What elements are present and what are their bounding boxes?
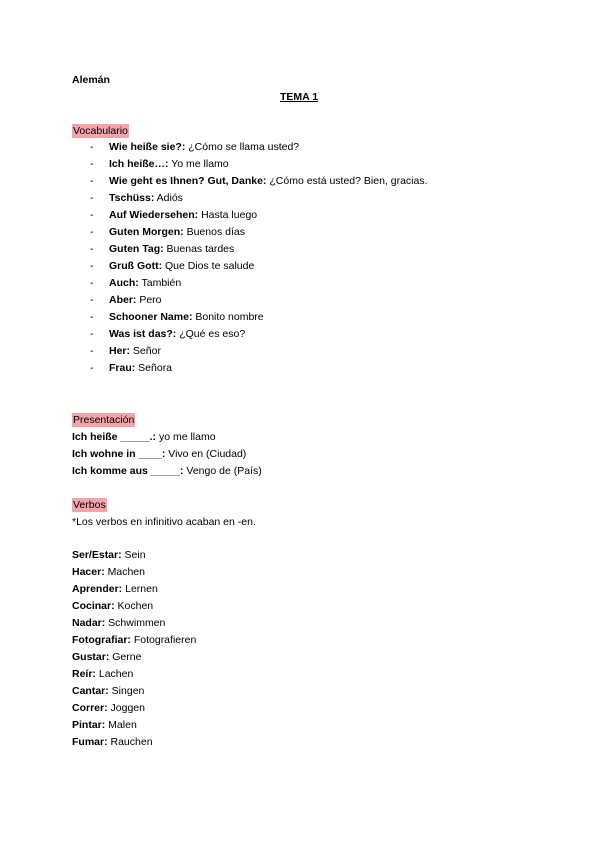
spanish-translation: Yo me llamo	[168, 158, 229, 170]
bullet-dash-icon: -	[90, 226, 94, 238]
spanish-translation: Adiós	[154, 192, 183, 204]
list-item-text	[109, 140, 299, 154]
spanish-translation: Que Dios te salude	[162, 260, 255, 272]
spanish-verb: Aprender:	[72, 583, 123, 595]
german-term: Guten Tag:	[109, 243, 164, 255]
bullet-dash-icon: -	[90, 209, 94, 221]
spanish-translation: Señora	[135, 362, 173, 374]
spanish-translation: Buenos días	[183, 226, 245, 238]
spanish-translation: Vivo en (Ciudad)	[165, 448, 247, 460]
german-phrase: Ich heiße _____.:	[72, 431, 157, 443]
bullet-dash-icon: -	[90, 141, 94, 153]
german-term: Ich heiße…:	[109, 158, 169, 170]
list-item	[72, 701, 196, 718]
german-term: Frau:	[109, 362, 136, 374]
spanish-translation: Señor	[130, 345, 161, 357]
german-term: Auf Wiedersehen:	[109, 209, 199, 221]
bullet-dash-icon: -	[90, 277, 94, 289]
bullet-dash-icon: -	[90, 260, 94, 272]
list-item-text	[109, 361, 172, 375]
spanish-verb: Pintar:	[72, 719, 106, 731]
german-verb: Singen	[108, 685, 145, 697]
german-term: Wie geht es Ihnen? Gut, Danke:	[109, 175, 267, 187]
german-term: Her:	[109, 345, 131, 357]
list-item	[72, 616, 196, 633]
spanish-translation: ¿Cómo está usted? Bien, gracias.	[266, 175, 428, 187]
spanish-translation: ¿Cómo se llama usted?	[185, 141, 300, 153]
german-term: Gruß Gott:	[109, 260, 163, 272]
section-heading-verbos: Verbos	[73, 499, 106, 511]
spanish-translation: Bonito nombre	[192, 311, 264, 323]
spanish-verb: Fumar:	[72, 736, 108, 748]
list-item-text	[109, 327, 245, 341]
german-term: Was ist das?:	[109, 328, 177, 340]
presentation-list	[72, 430, 262, 481]
spanish-translation: yo me llamo	[156, 431, 216, 443]
list-item-text	[109, 174, 428, 188]
list-item-text	[109, 310, 264, 324]
list-item	[72, 599, 196, 616]
document-title: TEMA 1	[280, 91, 319, 103]
german-term: Schooner Name:	[109, 311, 193, 323]
german-verb: Sein	[121, 549, 146, 561]
spanish-translation: Vengo de (País)	[183, 465, 262, 477]
bullet-dash-icon: -	[90, 345, 94, 357]
spanish-verb: Gustar:	[72, 651, 110, 663]
bullet-dash-icon: -	[90, 175, 94, 187]
german-verb: Fotografieren	[130, 634, 197, 646]
section-heading-presentacion: Presentación	[73, 414, 135, 426]
list-item-text	[109, 276, 181, 290]
list-item	[72, 447, 262, 464]
german-verb: Schwimmen	[105, 617, 166, 629]
list-item	[72, 684, 196, 701]
list-item	[72, 464, 262, 481]
german-verb: Lernen	[122, 583, 158, 595]
spanish-verb: Fotografiar:	[72, 634, 131, 646]
bullet-dash-icon: -	[90, 294, 94, 306]
verbs-note: *Los verbos en infinitivo acaban en -en.	[72, 516, 256, 528]
bullet-dash-icon: -	[90, 243, 94, 255]
bullet-dash-icon: -	[90, 158, 94, 170]
list-item-text	[109, 225, 245, 239]
german-phrase: Ich komme aus _____:	[72, 465, 184, 477]
list-item	[72, 735, 196, 752]
spanish-translation: Hasta luego	[198, 209, 258, 221]
german-verb: Joggen	[107, 702, 145, 714]
german-term: Aber:	[109, 294, 137, 306]
german-verb: Malen	[105, 719, 137, 731]
list-item-text	[109, 242, 234, 256]
document-subject: Alemán	[72, 74, 110, 86]
list-item-text	[109, 191, 183, 205]
list-item	[72, 565, 196, 582]
list-item-text	[109, 259, 254, 273]
list-item	[72, 582, 196, 599]
spanish-translation: ¿Qué es eso?	[176, 328, 246, 340]
list-item	[72, 667, 196, 684]
german-verb: Gerne	[109, 651, 142, 663]
list-item-text	[109, 208, 257, 222]
spanish-translation: También	[138, 277, 182, 289]
german-verb: Machen	[104, 566, 145, 578]
spanish-verb: Ser/Estar:	[72, 549, 122, 561]
german-term: Tschüss:	[109, 192, 155, 204]
spanish-translation: Pero	[136, 294, 162, 306]
list-item	[72, 718, 196, 735]
german-verb: Kochen	[114, 600, 154, 612]
spanish-verb: Correr:	[72, 702, 108, 714]
list-item	[72, 633, 196, 650]
spanish-translation: Buenas tardes	[163, 243, 235, 255]
spanish-verb: Cocinar:	[72, 600, 115, 612]
bullet-dash-icon: -	[90, 311, 94, 323]
spanish-verb: Cantar:	[72, 685, 109, 697]
spanish-verb: Nadar:	[72, 617, 106, 629]
list-item-text	[109, 157, 229, 171]
spanish-verb: Reír:	[72, 668, 96, 680]
list-item-text	[109, 344, 161, 358]
verbs-list	[72, 548, 196, 752]
german-term: Auch:	[109, 277, 139, 289]
german-phrase: Ich wohne in ____:	[72, 448, 166, 460]
german-term: Wie heiße sie?:	[109, 141, 186, 153]
section-heading-vocabulario: Vocabulario	[73, 125, 128, 137]
german-verb: Rauchen	[107, 736, 153, 748]
bullet-dash-icon: -	[90, 328, 94, 340]
spanish-verb: Hacer:	[72, 566, 105, 578]
bullet-dash-icon: -	[90, 192, 94, 204]
german-term: Guten Morgen:	[109, 226, 184, 238]
bullet-dash-icon: -	[90, 362, 94, 374]
list-item	[72, 548, 196, 565]
german-verb: Lachen	[95, 668, 134, 680]
list-item-text	[109, 293, 162, 307]
list-item	[72, 650, 196, 667]
list-item	[72, 430, 262, 447]
